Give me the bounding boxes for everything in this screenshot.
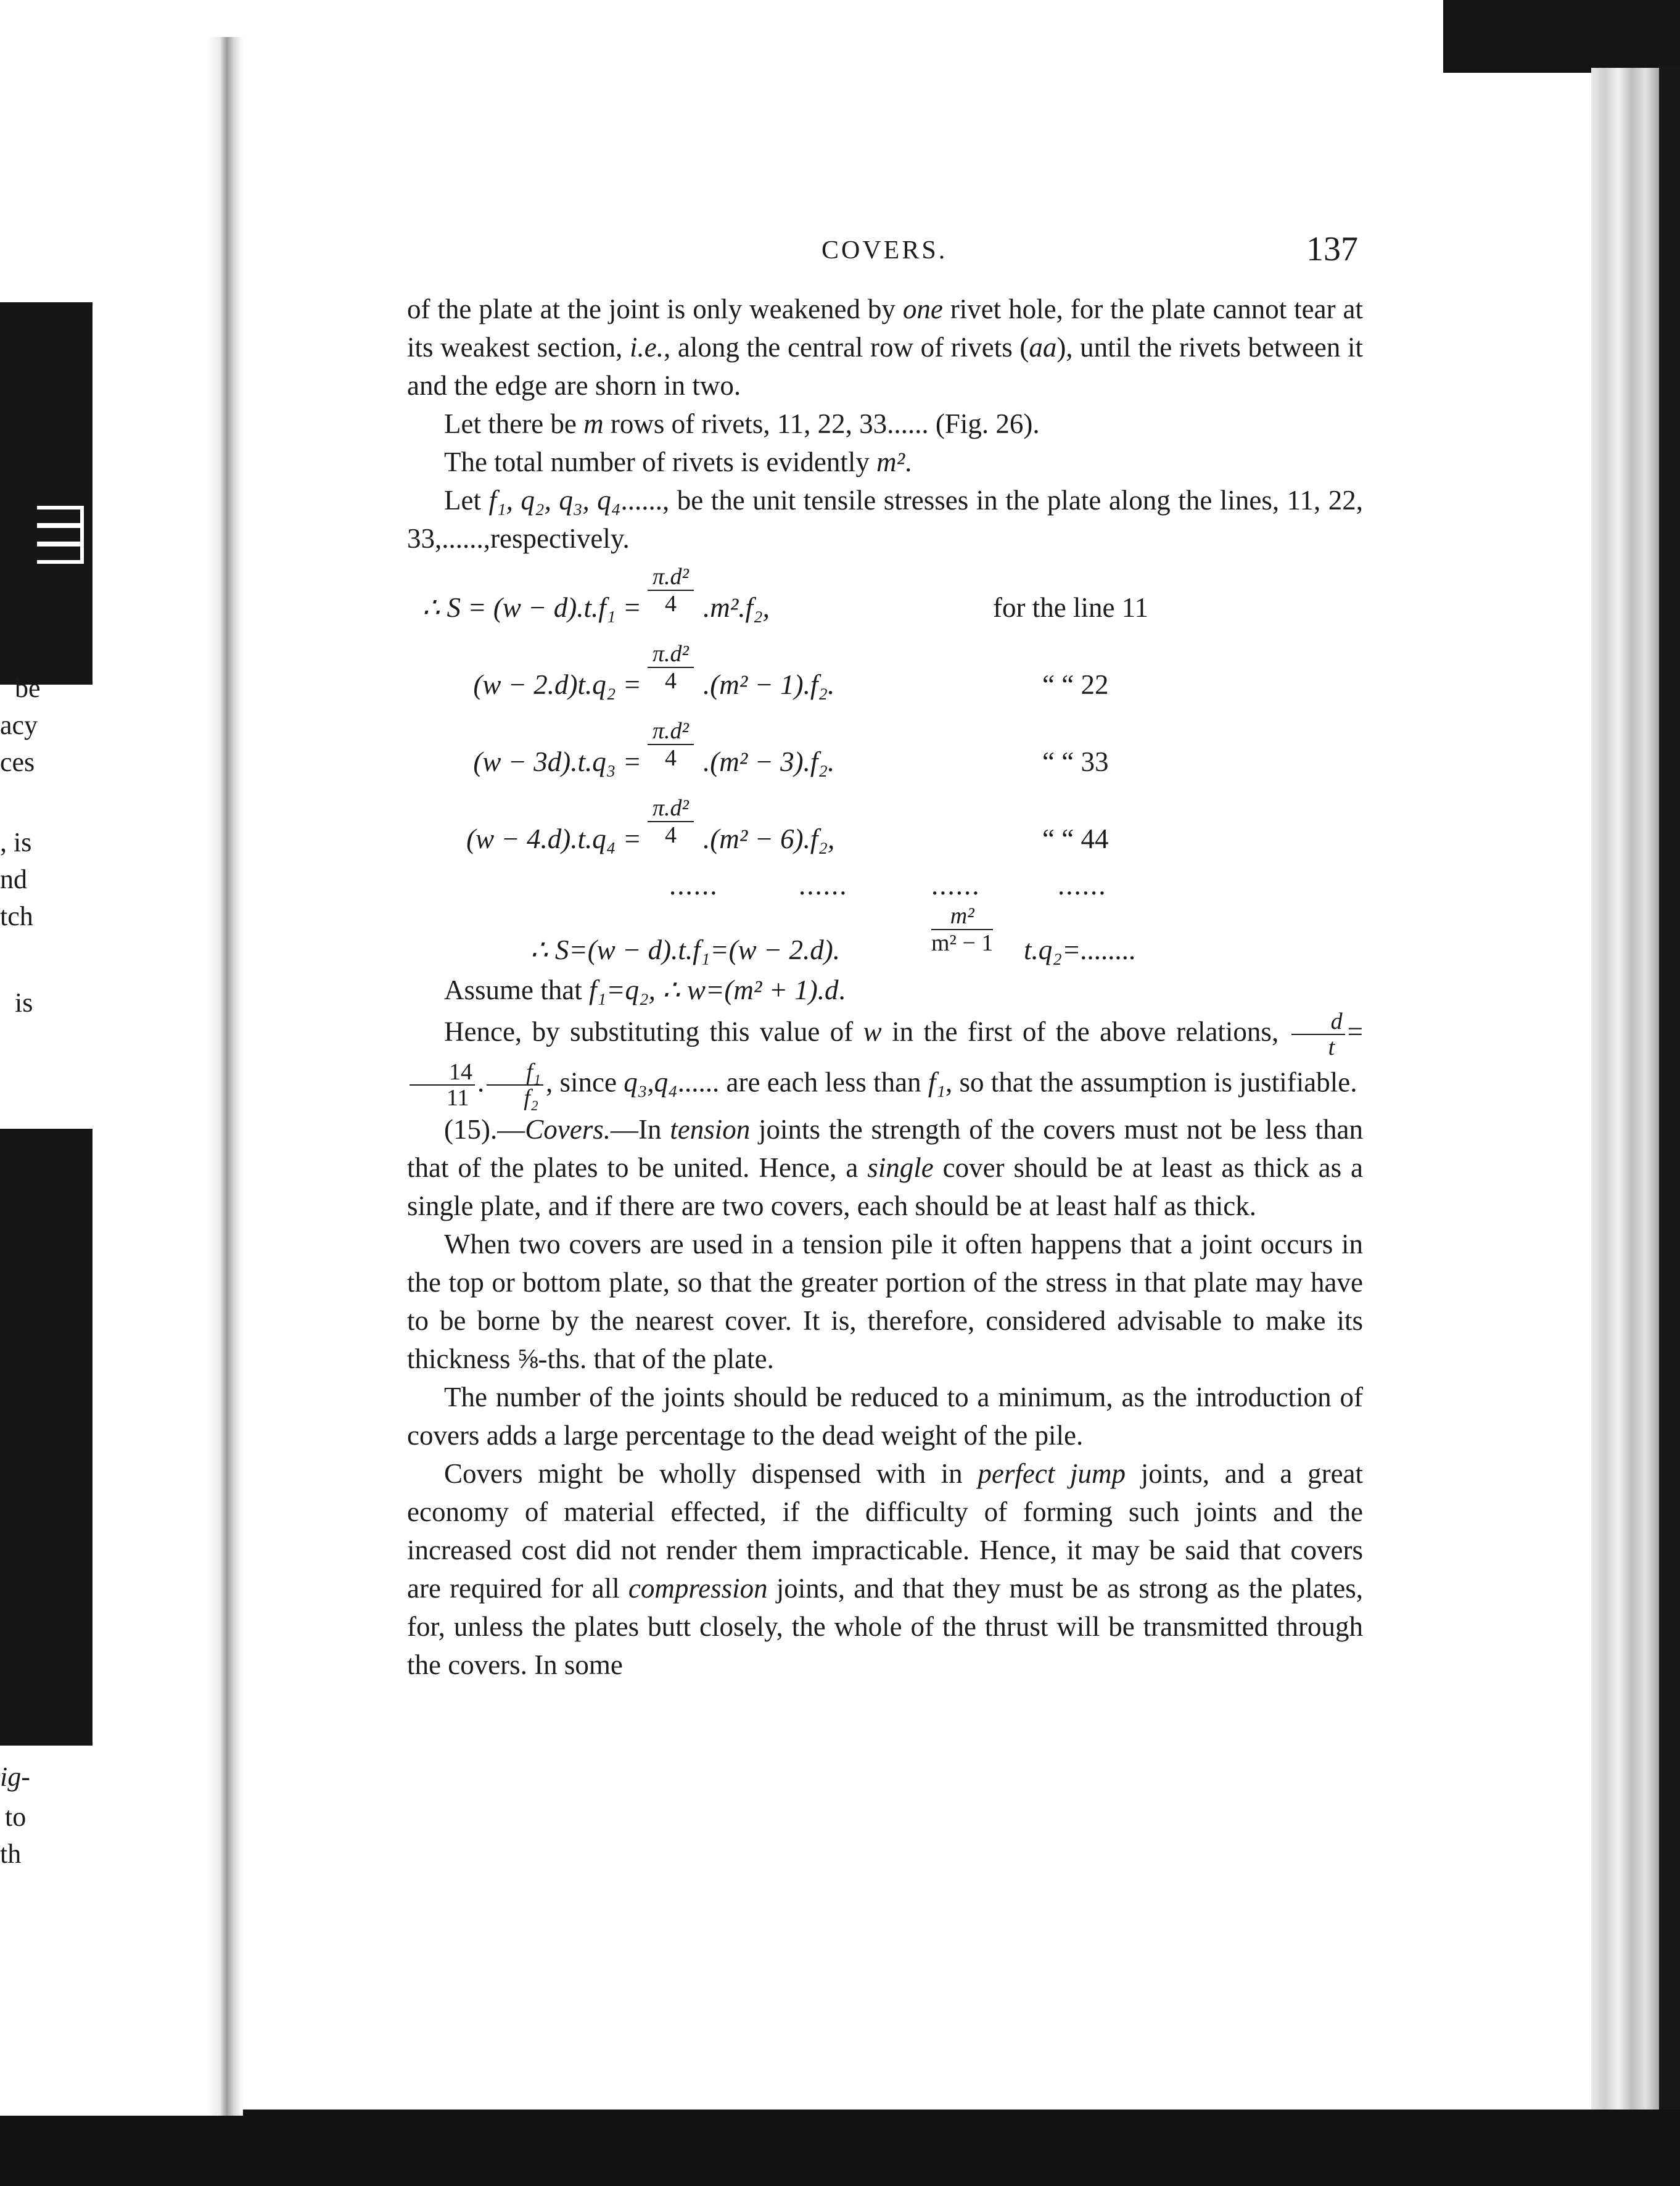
left-text-fragment: ces [0,747,35,777]
section-number: (15).— [444,1114,525,1145]
dots: ...... [1058,870,1107,901]
paragraph-weakened [407,290,1363,405]
equation-lhs: ∴ S = (w − d).t.f₁ = [422,592,641,623]
left-text-fragment: to [5,1802,27,1832]
equation-lhs: ∴ S=(w − d).t.f₁=(w − 2.d). [530,934,840,965]
text: Assume that [444,975,589,1005]
running-head [414,229,1358,273]
equation-rhs: .m².f₂, [703,592,770,623]
left-text-fragment: th [0,1839,22,1869]
text: , so that the assumption is justifiable. [945,1066,1357,1098]
paragraph-hence: Hence, by substituting this value of w in the first of the above relations, $\frac{d}{t}$ = $\frac{14}{11}$ . $\frac{\text{f₁}}{\text{f₂}}$ , since q₃,q₄...... are each less than f₁, so that the assumption is justifiable. [407,1009,1363,1110]
italic-text: m² [876,447,905,477]
equation-rhs: .(m² − 1).f₂. [703,669,835,700]
text: joints the strength of the covers must not be less than that of the plates to be united. Hence, a [407,1114,1363,1183]
fraction-denominator: f₂ [524,1085,539,1111]
fraction-numerator: d [1291,1009,1345,1035]
scan-corner-shadow [1443,0,1680,73]
text: Hence, by substituting this value of [444,1016,863,1047]
fraction-denominator: 4 [664,822,677,848]
italic-text: tension [670,1114,751,1145]
paragraph-assume [407,971,1363,1009]
text: of the plate at the joint is only weakened by [407,294,903,324]
equation-lhs: (w − 4.d).t.q₄ = [466,823,641,854]
fraction-denominator: 4 [664,745,677,771]
text: rows of rivets, 11, 22, 33...... (Fig. 26). [603,408,1040,439]
text: Let there be [444,408,584,439]
text: Covers might be wholly dispensed with in [444,1458,978,1489]
text: . [838,975,846,1005]
italic-text: one [902,294,943,324]
equation-label: “ “ 33 [1042,746,1109,777]
fraction-numerator: π.d² [648,718,694,745]
page-number: 137 [1306,230,1358,268]
fraction-denominator: 4 [664,591,677,617]
italic-text: single [867,1152,934,1183]
italic-text: compression [628,1573,768,1604]
fraction-denominator: 11 [447,1085,469,1111]
book-gutter [207,37,243,2116]
paragraph-rows [407,405,1363,443]
dots: ...... [799,870,848,901]
paragraph-covers [407,1110,1363,1225]
running-head-title: COVERS. [821,236,948,265]
left-text-fragment: nd [0,864,27,894]
inline-fraction [1291,1009,1345,1060]
inline-fraction [487,1060,543,1110]
equation-label: “ “ 44 [1042,823,1109,854]
text: joints, and that they must be as strong as the plates, for, unless the plates butt closely, the whole of the thrust will be transmitted through the covers. In some [407,1573,1363,1680]
fraction-denominator: m² − 1 [931,930,994,956]
fraction-denominator: t [1328,1034,1335,1060]
equation-line-33 [407,712,1363,789]
italic-text: f₁=q₂, ∴ w=(m² + 1).d [588,975,839,1005]
equation-lhs: (w − 3d).t.q₃ = [473,746,641,777]
text: ...... are each less than [677,1066,928,1098]
fraction-numerator: π.d² [648,564,694,591]
figure-plate-fragment [0,302,93,685]
page-stack-edge [1591,68,1659,2116]
equation-lhs: (w − 2.d)t.q₂ = [473,669,641,700]
italic-text: perfect jump [978,1458,1126,1489]
section-heading: Covers. [525,1114,611,1145]
fraction-numerator: 14 [410,1060,475,1086]
scan-bottom-shadow [0,2110,1680,2186]
fraction-numerator: π.d² [648,641,694,668]
figure-bar [37,543,84,564]
equation-line-22 [407,635,1363,712]
text: ......, be the unit tensile stresses in the plate along the lines, 11, 22, 33,......,respectively. [407,485,1363,554]
left-text-fragment: , is [0,827,32,857]
paragraph-unit-stresses [407,481,1363,558]
text: cover should be at least as thick as a single plate, and if there are two covers, each should be at least half as thick. [407,1152,1363,1221]
italic-text: w [863,1016,882,1047]
fraction-denominator: 4 [664,668,677,694]
text: in the first of the above relations, [881,1016,1289,1047]
dots: ...... [931,870,981,901]
equation-fraction [648,795,694,848]
equation-summary [407,903,1363,971]
equation-rhs: .(m² − 3).f₂. [703,746,835,777]
text: . [905,447,912,477]
equation-fraction [648,641,694,694]
paragraph-total-rivets [407,443,1363,481]
paragraph-jump-joints [407,1454,1363,1684]
left-text-fragment: ig- [0,1762,30,1792]
italic-text: f₁, q₂, q₃, q₄ [488,485,621,516]
text: ), until the rivets between it and the edge are shorn in two. [407,332,1363,401]
left-text-fragment: is [15,988,33,1018]
text: Let [444,485,489,516]
italic-text: m [583,408,604,439]
paragraph-joint-count: The number of the joints should be reduced to a minimum, as the introduction of covers adds a large percentage to the dead weight of the pile. [407,1382,1363,1451]
figure-bar [37,506,84,527]
left-text-fragment: tch [0,901,33,931]
equation-fraction [648,564,694,617]
italic-text: i.e. [630,332,664,363]
equation-rhs: t.q₂=........ [1024,934,1137,965]
text: —In [610,1114,670,1145]
figure-bar [37,524,84,545]
equation-fraction [648,718,694,771]
inline-fraction [410,1060,475,1110]
equation-fraction [931,903,993,956]
equation-continuation-dots [407,866,1363,903]
scan-top-margin [0,0,1680,65]
text: rivet hole, for the plate cannot tear at its weakest section, [407,294,1363,363]
italic-text: q₃,q₄ [624,1066,678,1098]
equation-line-44 [407,789,1363,866]
page-body [407,290,1363,1684]
equation-label: for the line 11 [993,592,1149,623]
left-facing-page [0,37,228,2116]
text: , along the central row of rivets ( [663,332,1029,363]
left-text-fragment: be [15,673,41,703]
paragraph-two-covers: When two covers are used in a tension pile it often happens that a joint occurs in the top or bottom plate, so that the greater portion of the stress in that plate may have to be borne by the nearest cover. It is, therefore, considered advisable to make its thickness ⅝-ths. that of the plate. [407,1229,1363,1374]
fraction-numerator: f₁ [487,1060,543,1086]
fraction-numerator: π.d² [648,795,694,822]
italic-text: aa [1029,332,1057,363]
equation-rhs: .(m² − 6).f₂, [703,823,835,854]
italic-text: f₁ [928,1066,946,1098]
dots: ...... [669,870,719,901]
equation-label: “ “ 22 [1042,669,1109,700]
left-text-fragment: acy [0,710,38,740]
fraction-numerator: m² [931,903,993,930]
text: The total number of rivets is evidently [444,447,877,477]
equation-line-11 [407,558,1363,635]
text: , since [546,1066,624,1098]
text: joints, and a great economy of material effected, if the difficulty of forming such joints and the increased cost did not render them impracticable. Hence, it may be said that covers are required for all [407,1458,1364,1604]
figure-plate-fragment [0,1129,93,1746]
scan-right-shadow [1659,65,1680,2113]
